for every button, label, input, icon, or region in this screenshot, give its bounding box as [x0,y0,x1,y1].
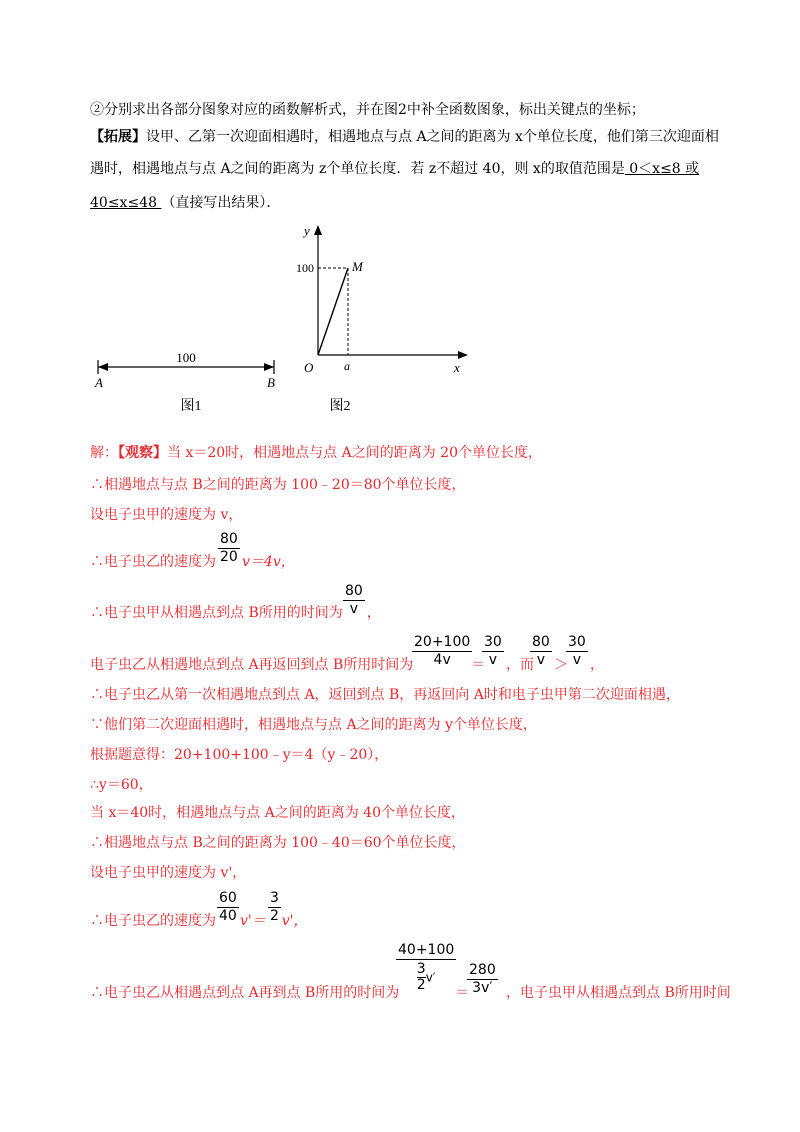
fraction-denominator: 20 [220,549,238,565]
figure-1-caption: 图1 [180,399,202,414]
solution-line-9: 根据题意得：20+100+100﹣y＝4（y﹣20）， [90,747,389,763]
fraction-30-over-v-2 [566,634,588,669]
point-m-label: M [352,259,363,274]
fraction-280-over-3v [467,962,498,997]
fraction-numerator: 30 [568,634,586,650]
figure-2-caption: 图2 [329,399,351,414]
arrow-left-icon [98,363,108,371]
solution-text-5a: ∴电子虫甲从相遇点到点 B所用的时间为 [90,605,343,621]
ext-text-1: 设甲、乙第一次迎面相遇时，相遇地点与点 A之间的距离为 x个单位长度，他们第三次迎面相 [146,129,719,145]
y-axis-label: y [304,223,310,238]
solution-line-10: ∴y＝60， [90,777,153,793]
figure-1 [86,340,286,420]
fraction-60-over-40 [217,890,239,925]
solution-text-14mid: v'＝ [240,913,266,929]
fraction-denominator: 4v [433,652,451,668]
y-axis-arrow-icon [314,225,322,235]
fraction-numerator: 20+100 [414,634,471,650]
greater-than-sign: ＞ [554,657,568,673]
fraction-numerator: 80 [345,583,363,599]
solution-line-15: ∴电子虫乙从相遇点到点 A再到点 B所用的时间为 [90,985,400,1001]
solution-line-7: ∴电子虫乙从第一次相遇地点到点 A，返回到点 B，再返回向 A时和电子虫甲第二次迎面相遇， [90,687,680,703]
y-tick-label: 100 [296,261,314,275]
x-tick-label: a [344,359,350,373]
x-axis-label: x [454,360,460,375]
solution-line-6: 电子虫乙从相遇地点到点 A再返回到点 B所用时间为 [90,657,414,673]
solution-line-4 [90,553,295,571]
fraction-denominator: v [536,652,546,668]
fraction-numerator: 30 [484,634,502,650]
solution-text-4a: ∴电子虫乙的速度为 [90,554,216,570]
solution-line-12: ∴相遇地点与点 B之间的距离为 100﹣40＝60个单位长度， [90,835,466,851]
segment-om [318,268,348,355]
solution-line-8: ∵他们第二次迎面相遇时，相遇地点与点 A之间的距离为 y个单位长度， [90,717,537,733]
inner-v: v′ [425,970,436,985]
text-and: ，而 [506,657,534,673]
equals-sign-1: ＝ [471,657,485,673]
fraction-numerator: 40+100 [398,942,455,958]
fraction-3-over-2 [268,890,281,925]
ext-text-2: 遇时，相遇地点与点 A之间的距离为 z个单位长度．若 z不超过 40，则 x的取值范围是 [90,161,625,177]
point-b-label: B [267,375,275,390]
solution-line-11: 当 x＝40时，相遇地点与点 A之间的距离为 40个单位长度， [90,805,465,821]
point-a-label: A [95,375,103,390]
fraction-80-over-v-2 [530,634,552,669]
fraction-30-over-v [482,634,504,669]
solution-text-14a: ∴电子虫乙的速度为 [90,913,216,929]
comma-6: ， [590,657,604,673]
fraction-numerator: 280 [469,962,496,978]
origin-label: O [304,360,314,375]
fraction-numerator: 80 [220,531,238,547]
arrow-right-icon [264,363,274,371]
fraction-denominator: 3v′ [472,980,493,996]
fraction-denominator: v [488,652,498,668]
inner-numerator: 3 [416,961,426,977]
problem-ext-line-2 [90,160,699,178]
fraction-denominator: 40 [219,908,237,924]
problem-ext-line-1 [90,128,719,146]
length-label: 100 [176,350,196,365]
fraction-120-over-4v [412,634,472,669]
problem-line-1: ②分别求出各部分图象对应的函数解析式，并在图2中补全函数图象，标出关键点的坐标； [90,102,645,118]
fraction-denominator: 2 [270,908,279,924]
fraction-numerator: 80 [532,634,550,650]
fraction-numerator: 3 [270,890,279,906]
ext-answer-part-1: 0＜x≤8 或 [624,161,700,177]
problem-ext-line-3 [90,194,280,212]
observe-bracket: 【观察】 [118,445,167,461]
solution-text-1: 当 x＝20时，相遇地点与点 A之间的距离为 20个单位长度， [167,445,542,461]
solution-text-15b: ，电子虫甲从相遇点到点 B所用时间 [506,985,731,1001]
solution-text-14b: v'， [281,913,308,929]
x-axis-arrow-icon [458,351,468,359]
ext-text-3: （直接写出结果）． [161,195,281,211]
figure-2 [286,220,476,420]
ext-answer-part-2: 40≤x≤48 [90,195,162,211]
solution-line-1 [90,444,542,462]
fraction-80-over-20 [218,531,240,566]
inner-denominator: 2 [416,977,426,993]
solution-text-5b: ， [366,605,381,621]
fraction-numerator: 60 [219,890,237,906]
fraction-denominator [396,960,456,993]
solution-line-3: 设电子虫甲的速度为 v， [90,507,243,523]
fraction-denominator: v [349,601,359,617]
solution-text-4b: v＝4v， [242,554,295,570]
solution-prefix: 解： [90,445,118,461]
solution-line-2: ∴相遇地点与点 B之间的距离为 100﹣20＝80个单位长度， [90,477,466,493]
equals-sign-15: ＝ [455,985,469,1001]
fraction-denominator: v [572,652,582,668]
solution-line-5 [90,604,381,622]
fraction-80-over-v [343,583,365,618]
solution-line-13: 设电子虫甲的速度为 v'， [90,865,247,881]
fraction-140-over-3-halves-v [396,942,456,993]
ext-bracket: 【拓展】 [90,129,146,145]
